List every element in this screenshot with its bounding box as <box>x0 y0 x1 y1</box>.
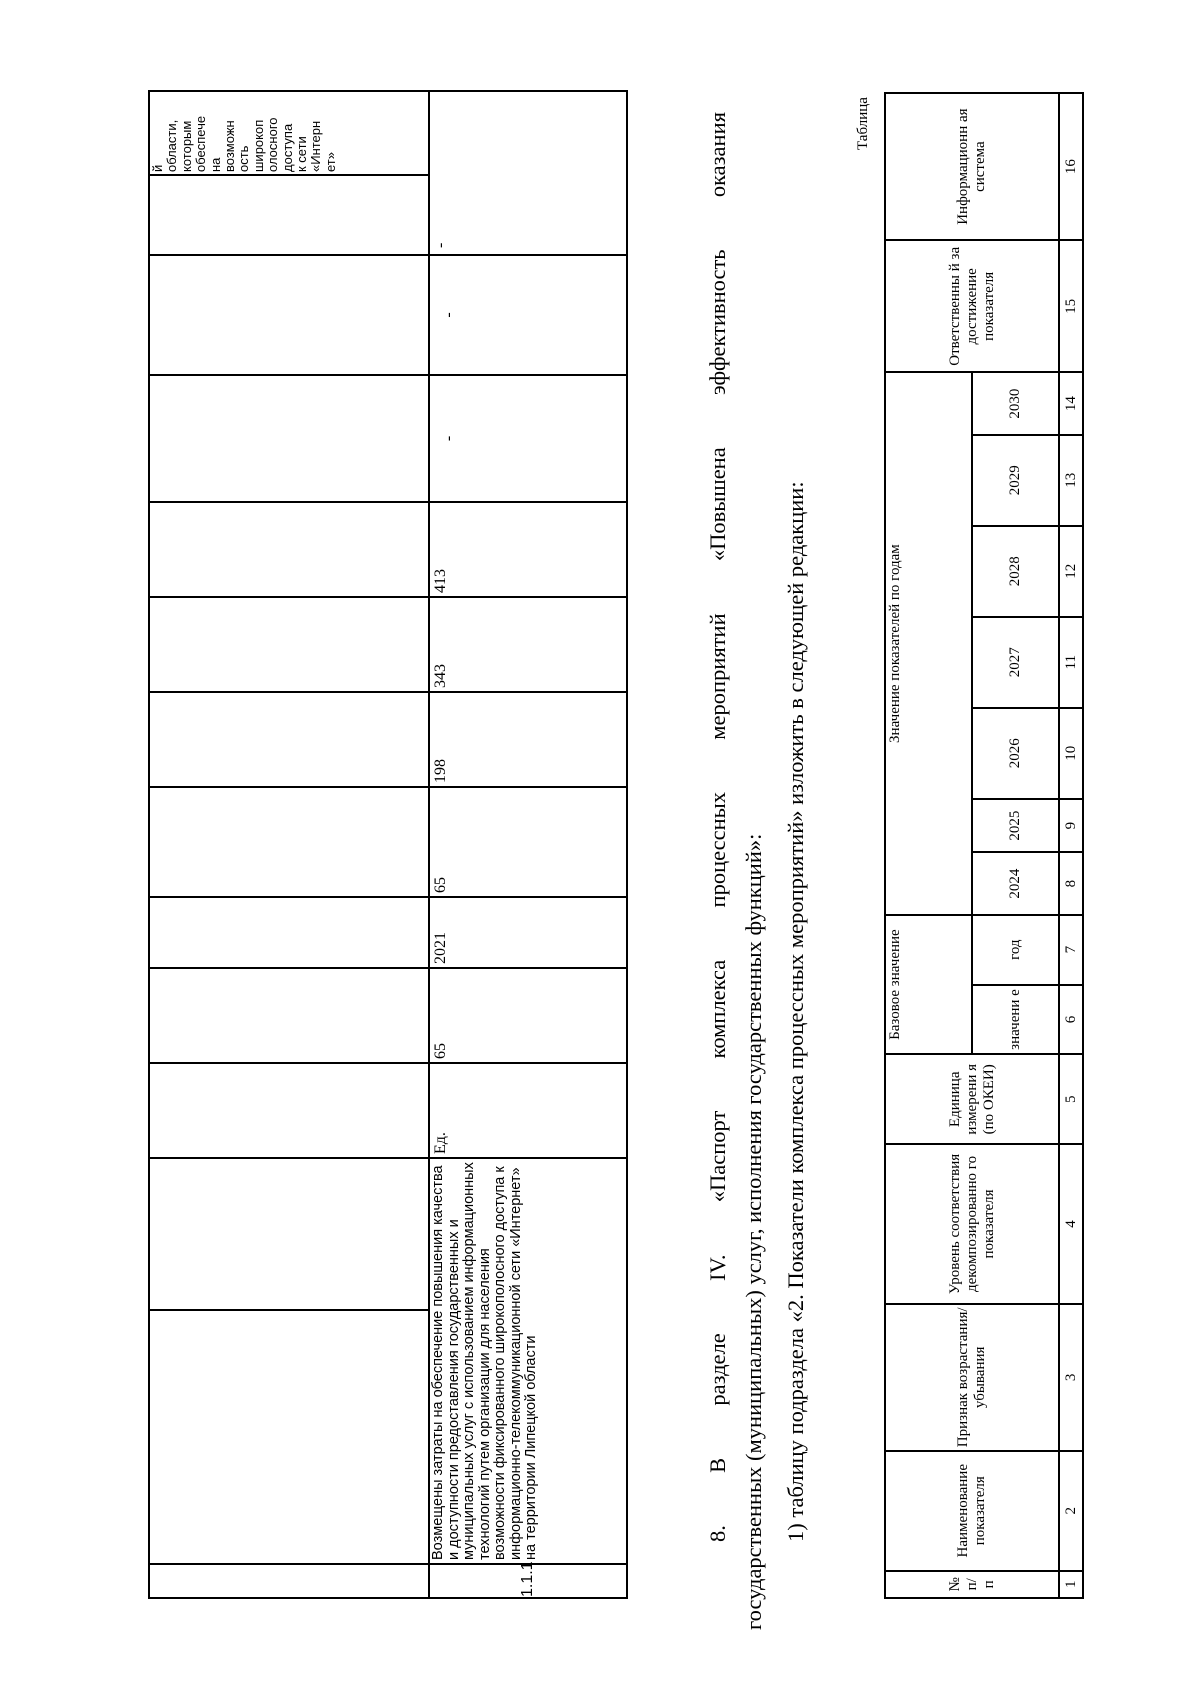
header-base-value: значени е <box>972 985 1059 1055</box>
header-name: Наименование показателя <box>885 1451 1059 1571</box>
column-number: 10 <box>1059 708 1083 799</box>
indicators-table <box>884 92 1084 1599</box>
blank-cell <box>149 502 429 597</box>
header-info-system: Информационн ая система <box>885 93 1059 240</box>
column-number: 9 <box>1059 799 1083 853</box>
header-base-year: год <box>972 915 1059 985</box>
word: «Паспорт <box>705 1110 730 1203</box>
word: «Повышена <box>705 447 730 562</box>
word: мероприятий <box>705 613 730 740</box>
blank-cell <box>149 1158 429 1310</box>
blank-cell <box>149 597 429 692</box>
word: 8. <box>705 1525 730 1542</box>
indicator-base-year: 2021 <box>429 897 627 968</box>
indicator-value-2025: 65 <box>429 787 627 897</box>
column-number: 8 <box>1059 852 1083 914</box>
header-values-by-year: Значение показателей по годам <box>885 372 972 914</box>
word: IV. <box>705 1254 730 1281</box>
header-year: 2027 <box>972 617 1059 708</box>
blank-cell <box>149 787 429 897</box>
word: процессных <box>705 791 730 908</box>
column-number: 1 <box>1059 1571 1083 1598</box>
column-number: 7 <box>1059 915 1083 985</box>
header-level: Уровень соответствия декомпозированно го показателя <box>885 1144 1059 1304</box>
header-base: Базовое значение <box>885 915 972 1055</box>
indicator-dash: - <box>429 375 627 502</box>
header-year: 2026 <box>972 708 1059 799</box>
header-year: 2025 <box>972 799 1059 853</box>
word: комплекса <box>705 959 730 1059</box>
indicator-value-2027: 198 <box>429 692 627 787</box>
header-year: 2029 <box>972 435 1059 526</box>
paragraph-8-line-1 <box>700 112 736 1542</box>
header-year: 2030 <box>972 372 1059 434</box>
header-year: 2028 <box>972 526 1059 617</box>
word: разделе <box>705 1333 730 1406</box>
blank-cell <box>149 1063 429 1158</box>
column-number: 16 <box>1059 93 1083 240</box>
table-caption: Таблица <box>855 97 871 150</box>
column-number: 3 <box>1059 1304 1083 1451</box>
blank-cell <box>149 897 429 968</box>
indicator-base-value: 65 <box>429 968 627 1063</box>
indicator-value-2029: 343 <box>429 597 627 692</box>
continuation-text-cell: й области, которым обеспече на возможн ость широкоп олосного доступа к сети «Интерн ет» <box>149 91 429 175</box>
blank-cell <box>149 1564 429 1598</box>
column-number: 4 <box>1059 1144 1083 1304</box>
column-number: 14 <box>1059 372 1083 434</box>
column-number: 13 <box>1059 435 1083 526</box>
paragraph-8-line-2: государственных (муниципальных) услуг, исполнения государственных функций»: <box>741 833 766 1630</box>
header-responsible: Ответственны й за достижение показателя <box>885 240 1059 372</box>
column-number: 6 <box>1059 985 1083 1055</box>
header-num: № п/ п <box>885 1571 1059 1598</box>
word: эффективность <box>705 249 730 396</box>
paragraph-8 <box>700 112 772 1630</box>
indicator-name: Возмещены затраты на обеспечение повышения качества и доступности предоставления государственных и муниципальных услуг с использованием информационных технологий путем организации для населения возможности фиксированного широкополосного доступа к информационно-телекоммуникационной сети «Интернет» на территории Липецкой области <box>429 1158 627 1564</box>
column-number: 12 <box>1059 526 1083 617</box>
column-number: 2 <box>1059 1451 1083 1571</box>
header-year: 2024 <box>972 852 1059 914</box>
word: оказания <box>705 112 730 198</box>
blank-cell <box>149 255 429 375</box>
indicator-dash: - <box>429 255 627 375</box>
blank-cell <box>149 175 429 255</box>
indicator-table-continuation <box>148 90 628 1599</box>
header-unit: Единица измерени я (по ОКЕИ) <box>885 1054 1059 1144</box>
indicator-value-2030: 413 <box>429 502 627 597</box>
blank-cell <box>149 1310 429 1564</box>
paragraph-1: 1) таблицу подраздела «2. Показатели комплекса процессных мероприятий» изложить в следующей редакции: <box>783 481 808 1542</box>
blank-cell <box>149 375 429 502</box>
indicator-dash: - <box>429 91 627 255</box>
column-number: 15 <box>1059 240 1083 372</box>
indicator-unit: Ед. <box>429 1063 627 1158</box>
header-sign: Признак возрастания/ убывания <box>885 1304 1059 1451</box>
blank-cell <box>149 968 429 1063</box>
column-number: 5 <box>1059 1054 1083 1144</box>
blank-cell <box>149 692 429 787</box>
column-number: 11 <box>1059 617 1083 708</box>
word: В <box>705 1457 730 1473</box>
indicator-number: 1.1.1 <box>429 1564 627 1598</box>
